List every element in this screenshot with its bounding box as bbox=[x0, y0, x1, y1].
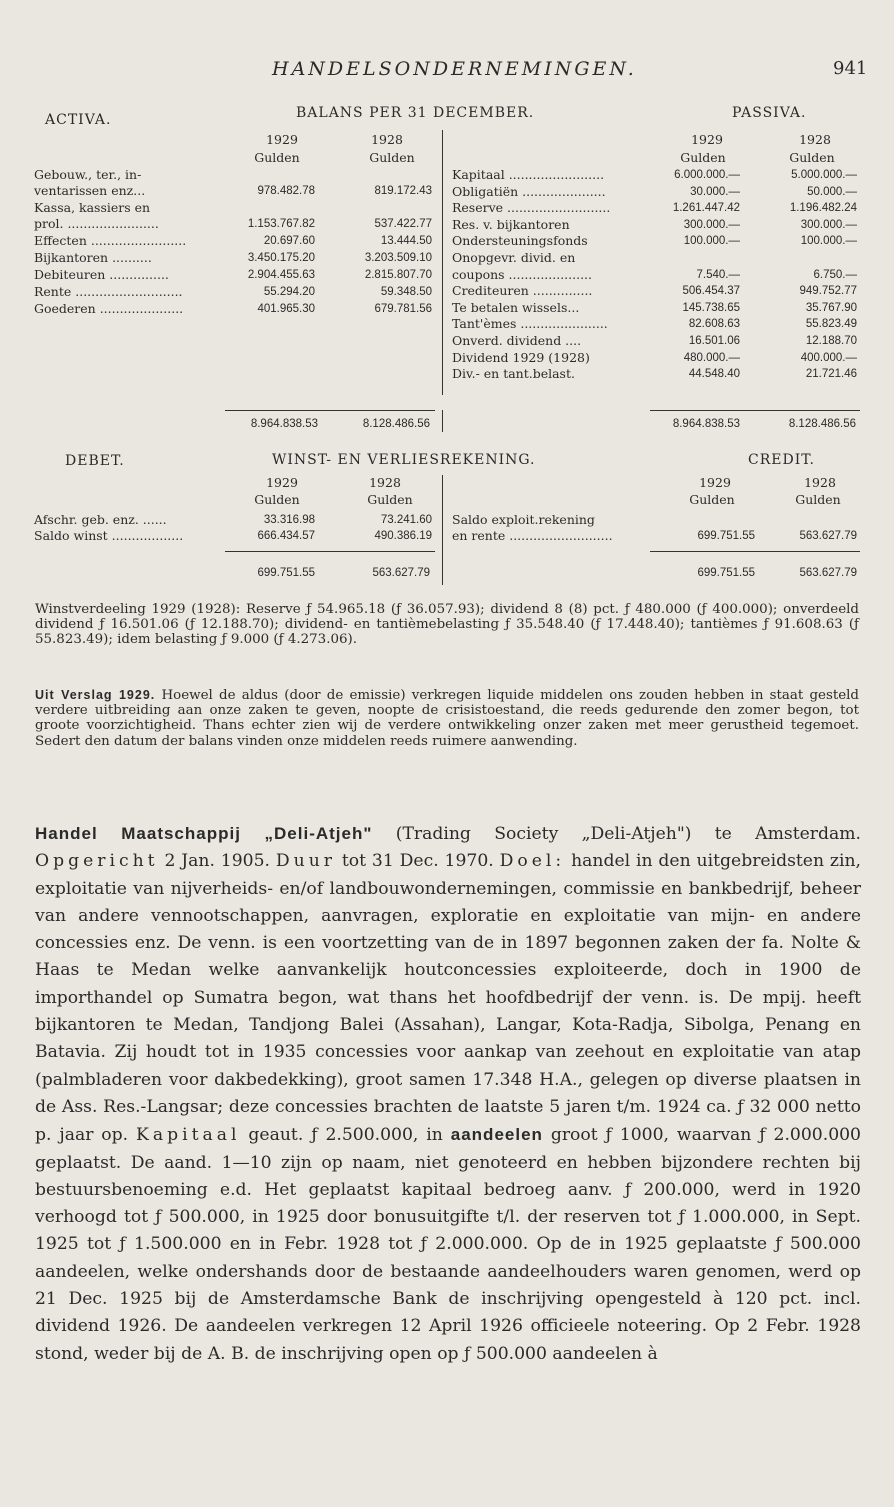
activa-value-1928: 3.203.509.10 bbox=[364, 252, 432, 264]
activa-value-1928: 819.172.43 bbox=[374, 185, 432, 197]
company-text: handel in den uitgebreidsten zin, exploitatie van nijverheids- en/of landbouwondernemingen, commissie en bankbedrijf, beheer van andere vennootschappen, aanvragen, exploratie en exploitatie van mijn- en andere concessies enz. De venn. is een voortzetting van de in 1897 begonnen zaken der fa. Nolte & Haas te Medan welke aanvankelijk houtconcessies exploiteerde, doch in 1900 de importhandel op Sumatra begon, wat thans het hoofdbedrijf der venn. is. De mpij. heeft bijkantoren te Medan, Tandjong Balei (Assahan), Langar, Kota-Radja, Sibolga, Penang en Batavia. Zij houdt tot in 1935 concessies voor aankap van zeehout en exploitatie van atap (palmbladeren voor dakbedekking), groot samen 17.348 H.A., gelegen op diverse plaatsen in de Ass. Res.-Langsar; deze concessies brachten de laatste 5 jaren t/m. 1924 ca. ƒ 32 000 netto p. jaar op. bbox=[35, 851, 861, 1146]
credit-value-1928: 563.627.79 bbox=[799, 530, 857, 542]
activa-value-1929: 55.294.20 bbox=[263, 286, 315, 298]
credit-label: CREDIT. bbox=[748, 452, 815, 468]
balance-divider bbox=[442, 130, 443, 395]
activa-value-1928: 679.781.56 bbox=[374, 303, 432, 315]
total-rule bbox=[225, 410, 435, 411]
debet-value-1928: 490.386.19 bbox=[374, 530, 432, 542]
passiva-value-1928: 55.823.49 bbox=[805, 318, 857, 331]
activa-value-1929: 401.965.30 bbox=[257, 303, 315, 315]
passiva-value-1928: 35.767.90 bbox=[805, 301, 857, 314]
passiva-value-1929: 7.540.— bbox=[696, 268, 740, 281]
total-activa-1929: 8.964.838.53 bbox=[250, 418, 318, 430]
winstverdeeling-paragraph: Winstverdeeling 1929 (1928): Reserve ƒ 54.965.18 (ƒ 36.057.93); dividend 8 (8) pct. ƒ 480.000 (ƒ 400.000); onverdeeld dividend ƒ 16.501.06 (ƒ 12.188.70); dividend- en tantièmebelasting ƒ 35.548.40 (ƒ 17.448.40); tantièmes ƒ 91.608.63 (ƒ 55.823.49); idem belasting ƒ 9.000 (ƒ 4.273.06). bbox=[35, 602, 859, 648]
col-unit: Gulden bbox=[680, 150, 726, 165]
passiva-value-1929: 6.000.000.— bbox=[674, 169, 740, 181]
company-text: 2 Jan. 1905. bbox=[158, 851, 276, 872]
total-rule bbox=[650, 551, 860, 552]
company-name: Handel Maatschappij „Deli-Atjeh" bbox=[35, 824, 373, 843]
passiva-row-label: Reserve .......................... bbox=[452, 200, 611, 216]
activa-value-1928: 537.422.77 bbox=[374, 218, 432, 230]
activa-value-1929: 20.697.60 bbox=[263, 235, 315, 247]
activa-row-label: Bijkantoren .......... bbox=[34, 250, 152, 265]
activa-row-label: Debiteuren ............... bbox=[34, 267, 169, 282]
total-passiva-1929: 8.964.838.53 bbox=[672, 418, 740, 430]
activa-row-label: ventarissen enz... bbox=[34, 183, 146, 198]
activa-value-1928: 2.815.807.70 bbox=[364, 269, 432, 281]
company-text: tot 31 Dec. 1970. bbox=[336, 851, 500, 872]
passiva-value-1928: 400.000.— bbox=[800, 351, 857, 364]
col-unit: Gulden bbox=[795, 492, 841, 507]
passiva-value-1928: 949.752.77 bbox=[799, 285, 857, 298]
activa-row-label: Kassa, kassiers en bbox=[34, 200, 151, 215]
debet-value-1928: 73.241.60 bbox=[380, 514, 432, 526]
balance-divider bbox=[442, 410, 443, 432]
debet-value-1929: 33.316.98 bbox=[263, 514, 315, 526]
passiva-row-label: Crediteuren ............... bbox=[452, 283, 593, 299]
passiva-value-1928: 5.000.000.— bbox=[791, 169, 857, 181]
col-year-1929: 1929 bbox=[699, 475, 731, 490]
verslag-paragraph bbox=[35, 688, 859, 749]
total-rule bbox=[225, 551, 435, 552]
passiva-row-label: Onverd. dividend .... bbox=[452, 333, 582, 348]
opgericht-label: Opgericht bbox=[35, 851, 159, 872]
col-year-1929: 1929 bbox=[691, 132, 723, 147]
passiva-row-label: Kapitaal ........................ bbox=[452, 167, 605, 182]
verslag-heading: Uit Verslag 1929. bbox=[35, 688, 156, 702]
pl-divider bbox=[442, 475, 443, 585]
passiva-value-1929: 1.261.447.42 bbox=[672, 202, 740, 215]
passiva-value-1928: 100.000.— bbox=[800, 235, 857, 248]
passiva-row-label: Div.- en tant.belast. bbox=[452, 366, 575, 382]
activa-value-1929: 2.904.455.63 bbox=[247, 269, 315, 281]
activa-value-1928: 59.348.50 bbox=[380, 286, 432, 298]
company-text: groot ƒ 1000, waarvan ƒ 2.000.000 geplaatst. De aand. 1—10 zijn op naam, niet genoteerd en hebben bijzondere rechten bij bestuursbenoeming e.d. Het geplaatst kapitaal bedroeg aanv. ƒ 200.000, werd in 1920 verhoogd tot ƒ 500.000, in 1925 door bonusuitgifte t/l. der reserven tot ƒ 1.000.000, in Sept. 1925 tot ƒ 1.500.000 en in Febr. 1928 tot ƒ 2.000.000. Op de in 1925 geplaatste ƒ 500.000 aandeelen, welke ondershands door de bestaande aandeelhouders waren genomen, werd op 21 Dec. 1925 bij de Amsterdamsche Bank de inschrijving opengesteld à 120 pct. incl. dividend 1926. De aandeelen verkregen 12 April 1926 officieele noteering. Op 2 Febr. 1928 stond, weder bij de A. B. de inschrijving open op ƒ 500.000 aandeelen à bbox=[35, 1125, 861, 1364]
pl-title: WINST- EN VERLIESREKENING. bbox=[272, 452, 536, 468]
col-unit: Gulden bbox=[254, 150, 300, 165]
activa-row-label: Goederen ..................... bbox=[34, 301, 184, 316]
col-year-1928: 1928 bbox=[804, 475, 836, 490]
col-unit: Gulden bbox=[789, 150, 835, 165]
passiva-value-1928: 12.188.70 bbox=[805, 335, 857, 347]
col-year-1928: 1928 bbox=[369, 475, 401, 490]
running-header: HANDELSONDERNEMINGEN. bbox=[272, 58, 637, 80]
activa-value-1929: 978.482.78 bbox=[257, 185, 315, 197]
activa-row-label: Effecten ........................ bbox=[34, 233, 187, 248]
col-unit: Gulden bbox=[689, 492, 735, 507]
col-unit: Gulden bbox=[367, 492, 413, 507]
passiva-value-1929: 16.501.06 bbox=[688, 335, 740, 347]
col-unit: Gulden bbox=[254, 492, 300, 507]
activa-value-1928: 13.444.50 bbox=[380, 235, 432, 247]
verslag-text: Hoewel de aldus (door de emissie) verkregen liquide middelen ons zouden hebben in staat gesteld verdere uitbreiding aan onze zaken te geven, noopte de crisistoestand, die reeds gedurende den zomer begon, tot groote voorzichtigheid. Thans echter zien wij de verdere ontwikkeling onzer zaken met meer gerustheid tegemoet. Sedert den datum der balans vinden onze middelen reeds ruimere aanwending. bbox=[35, 688, 859, 749]
col-year-1929: 1929 bbox=[266, 132, 298, 147]
passiva-row-label: Res. v. bijkantoren bbox=[452, 216, 570, 232]
page-number: 941 bbox=[833, 58, 868, 79]
passiva-value-1929: 506.454.37 bbox=[682, 285, 740, 298]
company-text: (Trading Society „Deli-Atjeh") te Amsterdam. bbox=[372, 824, 861, 844]
activa-row-label: Gebouw., ter., in- bbox=[34, 167, 142, 182]
passiva-value-1928: 1.196.482.24 bbox=[789, 202, 857, 215]
activa-value-1929: 1.153.767.82 bbox=[247, 218, 315, 230]
passiva-row-label: Te betalen wissels... bbox=[452, 299, 580, 315]
total-passiva-1928: 8.128.486.56 bbox=[788, 418, 856, 430]
balance-title: BALANS PER 31 DECEMBER. bbox=[296, 105, 535, 121]
doel-label: Doel: bbox=[499, 851, 566, 872]
passiva-row-label: Tant'èmes ...................... bbox=[452, 316, 608, 332]
activa-label: ACTIVA. bbox=[45, 112, 112, 128]
kapitaal-label: Kapitaal bbox=[136, 1125, 241, 1146]
debet-row-label: Saldo winst .................. bbox=[34, 528, 184, 543]
total-rule bbox=[650, 410, 860, 411]
total-credit-1928: 563.627.79 bbox=[799, 567, 857, 579]
passiva-value-1928: 6.750.— bbox=[813, 268, 857, 281]
passiva-value-1929: 30.000.— bbox=[690, 185, 740, 198]
passiva-value-1929: 300.000.— bbox=[683, 218, 740, 231]
col-year-1928: 1928 bbox=[799, 132, 831, 147]
duur-label: Duur bbox=[275, 851, 337, 872]
passiva-value-1929: 100.000.— bbox=[683, 235, 740, 248]
activa-row-label: Rente ........................... bbox=[34, 284, 183, 299]
total-activa-1928: 8.128.486.56 bbox=[362, 418, 430, 430]
aandeelen-label: aandeelen bbox=[450, 1125, 543, 1145]
credit-value-1929: 699.751.55 bbox=[697, 530, 755, 542]
debet-row-label: Afschr. geb. enz. ...... bbox=[34, 512, 167, 527]
passiva-value-1929: 82.608.63 bbox=[688, 318, 740, 331]
passiva-row-label: Onopgevr. divid. en bbox=[452, 250, 576, 265]
total-credit-1929: 699.751.55 bbox=[697, 567, 755, 579]
passiva-label: PASSIVA. bbox=[732, 105, 807, 121]
activa-value-1929: 3.450.175.20 bbox=[247, 252, 315, 264]
credit-label-1: Saldo exploit.rekening bbox=[452, 512, 595, 527]
passiva-value-1929: 145.738.65 bbox=[682, 301, 740, 314]
passiva-row-label: Dividend 1929 (1928) bbox=[452, 349, 590, 365]
passiva-value-1928: 300.000.— bbox=[800, 218, 857, 231]
col-year-1929: 1929 bbox=[266, 475, 298, 490]
col-unit: Gulden bbox=[369, 150, 415, 165]
passiva-row-label: coupons ..................... bbox=[452, 266, 592, 282]
credit-label-2: en rente .......................... bbox=[452, 528, 613, 543]
passiva-value-1929: 44.548.40 bbox=[688, 368, 740, 381]
debet-label: DEBET. bbox=[65, 453, 125, 469]
passiva-value-1928: 21.721.46 bbox=[805, 368, 857, 381]
total-debet-1929: 699.751.55 bbox=[257, 567, 315, 579]
debet-value-1929: 666.434.57 bbox=[257, 530, 315, 542]
col-year-1928: 1928 bbox=[371, 132, 403, 147]
passiva-value-1929: 480.000.— bbox=[683, 351, 740, 364]
passiva-row-label: Ondersteuningsfonds bbox=[452, 233, 588, 249]
company-paragraph bbox=[35, 820, 861, 1368]
passiva-value-1928: 50.000.— bbox=[807, 185, 857, 198]
company-text: geaut. ƒ 2.500.000, in bbox=[240, 1125, 451, 1146]
passiva-row-label: Obligatiën ..................... bbox=[452, 183, 606, 199]
activa-row-label: prol. ....................... bbox=[34, 216, 159, 231]
total-debet-1928: 563.627.79 bbox=[372, 567, 430, 579]
